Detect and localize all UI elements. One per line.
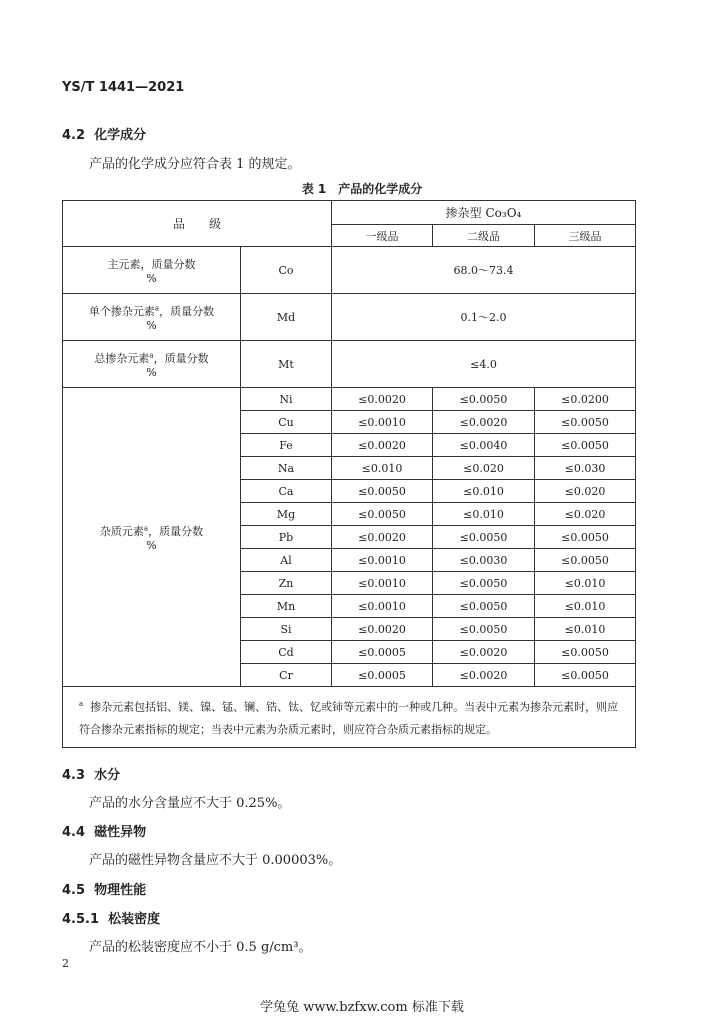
impurity-element: Cr [241, 664, 332, 687]
impurity-grade-1: ≤0.0010 [332, 411, 433, 434]
impurity-grade-2: ≤0.0020 [433, 664, 535, 687]
impurity-grade-3: ≤0.0050 [535, 434, 636, 457]
section-text-4-3: 产品的水分含量应不大于 0.25%。 [89, 796, 291, 811]
grade-1-header: 一级品 [332, 225, 433, 247]
grade-2-header: 二级品 [433, 225, 535, 247]
section-heading-4-4 [62, 821, 146, 840]
section-text-4-5-1: 产品的松装密度应不小于 0.5 g/cm³。 [89, 940, 312, 955]
impurity-grade-2: ≤0.010 [433, 503, 535, 526]
section-title: 物理性能 [94, 883, 147, 898]
impurity-grade-3: ≤0.0050 [535, 411, 636, 434]
impurity-grade-3: ≤0.0050 [535, 549, 636, 572]
impurity-element: Mg [241, 503, 332, 526]
impurity-grade-2: ≤0.0020 [433, 411, 535, 434]
table-caption: 表 1 产品的化学成分 [301, 182, 423, 196]
section-text-4-4: 产品的磁性异物含量应不大于 0.00003%。 [89, 853, 342, 868]
section-heading-4-3 [62, 764, 120, 783]
footer-watermark: 学兔兔 www.bzfxw.com 标准下载 [260, 1000, 464, 1015]
section-title: 化学成分 [94, 128, 147, 143]
section-number: 4.5.1 [62, 912, 100, 927]
impurity-grade-1: ≤0.0005 [332, 641, 433, 664]
impurity-grade-2: ≤0.0050 [433, 618, 535, 641]
impurity-grade-2: ≤0.020 [433, 457, 535, 480]
section-title: 水分 [94, 768, 121, 783]
section-title: 松装密度 [108, 912, 161, 927]
impurity-grade-3: ≤0.010 [535, 595, 636, 618]
impurity-grade-3: ≤0.0200 [535, 388, 636, 411]
impurity-grade-1: ≤0.0020 [332, 388, 433, 411]
impurity-grade-1: ≤0.0050 [332, 503, 433, 526]
impurity-element: Ca [241, 480, 332, 503]
impurity-grade-1: ≤0.010 [332, 457, 433, 480]
impurity-grade-3: ≤0.020 [535, 480, 636, 503]
total-dopant-value: ≤4.0 [332, 341, 636, 388]
impurity-label: 杂质元素$^a$，质量分数 % [63, 388, 241, 687]
impurity-grade-3: ≤0.030 [535, 457, 636, 480]
main-element-value: 68.0～73.4 [332, 247, 636, 294]
impurity-grade-1: ≤0.0010 [332, 572, 433, 595]
impurity-grade-3: ≤0.0050 [535, 641, 636, 664]
section-number: 4.2 [62, 128, 86, 143]
section-text-4-2: 产品的化学成分应符合表 1 的规定。 [89, 157, 301, 172]
main-element-label: 主元素，质量分数 % [63, 247, 241, 294]
impurity-element: Fe [241, 434, 332, 457]
impurity-element: Cd [241, 641, 332, 664]
impurity-grade-2: ≤0.0050 [433, 526, 535, 549]
impurity-grade-3: ≤0.0050 [535, 664, 636, 687]
section-heading-4-2 [62, 124, 146, 143]
impurity-grade-1: ≤0.0050 [332, 480, 433, 503]
section-number: 4.5 [62, 883, 86, 898]
page-number: 2 [62, 957, 69, 970]
impurity-grade-2: ≤0.0030 [433, 549, 535, 572]
impurity-grade-2: ≤0.0040 [433, 434, 535, 457]
impurity-element: Pb [241, 526, 332, 549]
impurity-grade-1: ≤0.0005 [332, 664, 433, 687]
section-heading-4-5 [62, 879, 146, 898]
impurity-grade-1: ≤0.0010 [332, 549, 433, 572]
single-dopant-symbol: Md [241, 294, 332, 341]
impurity-grade-1: ≤0.0020 [332, 526, 433, 549]
standard-number: YS/T 1441—2021 [62, 80, 185, 95]
chemical-composition-table [62, 200, 636, 748]
impurity-grade-3: ≤0.0050 [535, 526, 636, 549]
impurity-grade-3: ≤0.010 [535, 572, 636, 595]
table-footnote: $^a$ 掺杂元素包括铝、镁、镍、锰、镧、锆、钛、钇或铈等元素中的一种或几种。当表中元素为掺杂元素时，则应符合掺杂元素指标的规定；当表中元素为杂质元素时，则应符合杂质元素指标的规定。 [63, 687, 636, 748]
impurity-grade-2: ≤0.0050 [433, 388, 535, 411]
section-title: 磁性异物 [94, 825, 147, 840]
impurity-grade-1: ≤0.0020 [332, 618, 433, 641]
impurity-grade-1: ≤0.0020 [332, 434, 433, 457]
impurity-grade-3: ≤0.020 [535, 503, 636, 526]
section-heading-4-5-1 [62, 908, 160, 927]
impurity-element: Na [241, 457, 332, 480]
impurity-element: Si [241, 618, 332, 641]
impurity-grade-2: ≤0.0050 [433, 572, 535, 595]
product-type-header: 掺杂型 Co₃O₄ [332, 201, 636, 225]
impurity-grade-2: ≤0.010 [433, 480, 535, 503]
total-dopant-label: 总掺杂元素$^a$，质量分数 % [63, 341, 241, 388]
impurity-element: Ni [241, 388, 332, 411]
grade-3-header: 三级品 [535, 225, 636, 247]
single-dopant-value: 0.1～2.0 [332, 294, 636, 341]
grade-header: 品 级 [63, 201, 332, 247]
main-element-symbol: Co [241, 247, 332, 294]
impurity-grade-1: ≤0.0010 [332, 595, 433, 618]
impurity-element: Al [241, 549, 332, 572]
section-number: 4.3 [62, 768, 86, 783]
impurity-grade-3: ≤0.010 [535, 618, 636, 641]
impurity-element: Cu [241, 411, 332, 434]
total-dopant-symbol: Mt [241, 341, 332, 388]
impurity-element: Mn [241, 595, 332, 618]
impurity-grade-2: ≤0.0020 [433, 641, 535, 664]
impurity-grade-2: ≤0.0050 [433, 595, 535, 618]
impurity-element: Zn [241, 572, 332, 595]
single-dopant-label: 单个掺杂元素$^a$，质量分数 % [63, 294, 241, 341]
section-number: 4.4 [62, 825, 86, 840]
